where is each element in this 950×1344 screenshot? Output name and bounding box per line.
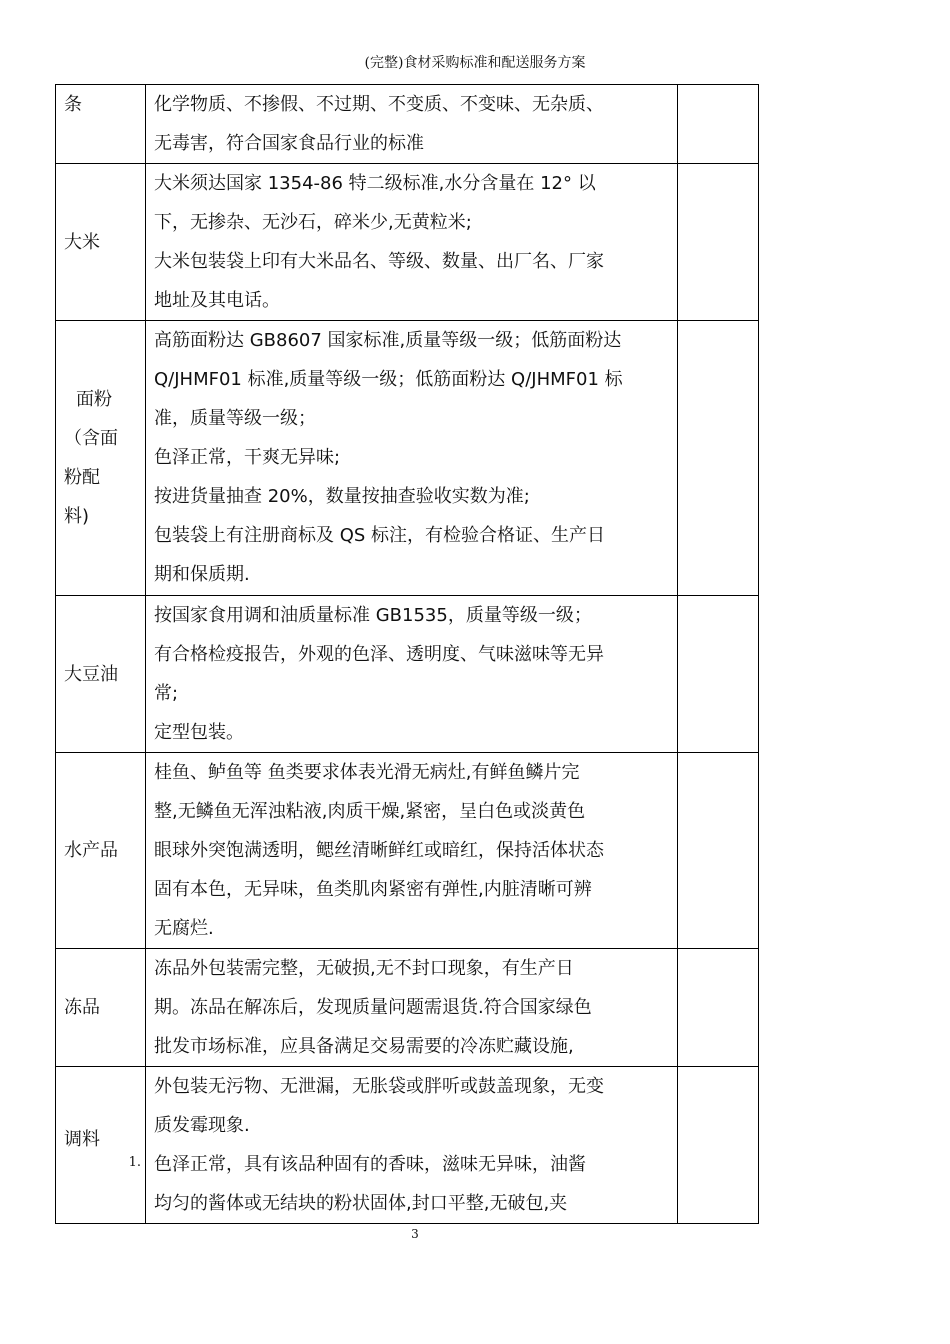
table-row — [56, 949, 759, 1067]
category-label: 水产品 — [64, 840, 118, 861]
category-label: 粉配 — [64, 467, 100, 488]
category-label: 调料 — [64, 1128, 100, 1150]
category-cell — [56, 1067, 146, 1224]
category-cell — [56, 596, 146, 753]
list-number: 1. — [128, 1154, 141, 1170]
standard-line: 地址及其电话。 — [154, 290, 280, 311]
category-cell — [56, 949, 146, 1067]
blank-cell — [678, 596, 759, 753]
standard-line: 常; — [154, 683, 179, 704]
standard-line: 高筋面粉达 GB8607 国家标准,质量等级一级；低筋面粉达 — [154, 330, 622, 351]
standard-line: 大米包装袋上印有大米品名、等级、数量、出厂名、厂家 — [154, 251, 604, 272]
food-standards-table — [55, 84, 759, 1224]
standard-line: 准，质量等级一级； — [154, 408, 316, 429]
category-label: 大豆油 — [64, 663, 118, 685]
category-cell — [56, 85, 146, 164]
standard-cell — [146, 1067, 678, 1224]
standard-line: 桂鱼、鲈鱼等 鱼类要求体表光滑无病灶,有鲜鱼鳞片完 — [154, 762, 580, 783]
blank-cell — [678, 85, 759, 164]
category-cell — [56, 164, 146, 321]
standard-cell — [146, 596, 678, 753]
standard-cell — [146, 949, 678, 1067]
standard-line: 期。冻品在解冻后，发现质量问题需退货.符合国家绿色 — [154, 997, 592, 1018]
table-row — [56, 321, 759, 596]
standard-line: 眼球外突饱满透明，鳃丝清晰鲜红或暗红，保持活体状态 — [154, 840, 604, 861]
category-label: （含面 — [64, 428, 118, 449]
category-label: 条 — [64, 94, 82, 115]
standard-cell — [146, 164, 678, 321]
standard-line: 无腐烂. — [154, 918, 214, 939]
standard-line: 化学物质、不掺假、不过期、不变质、不变味、无杂质、 — [154, 94, 604, 115]
standard-cell — [146, 85, 678, 164]
standard-line: 按进货量抽查 20%，数量按抽查验收实数为准; — [154, 486, 530, 507]
standard-line: 包装袋上有注册商标及 QS 标注，有检验合格证、生产日 — [154, 525, 606, 546]
standard-line: 大米须达国家 1354-86 特二级标准,水分含量在 12° 以 — [154, 173, 596, 194]
blank-cell — [678, 321, 759, 596]
standard-line: 整,无鳞鱼无浑浊粘液,肉质干燥,紧密，呈白色或淡黄色 — [154, 801, 586, 822]
category-label: 料) — [64, 506, 90, 527]
page-number: 3 — [411, 1227, 419, 1241]
standard-line: 无毒害，符合国家食品行业的标准 — [154, 133, 424, 154]
standard-line: 固有本色，无异味，鱼类肌肉紧密有弹性,内脏清晰可辨 — [154, 879, 592, 900]
page-header: (完整)食材采购标准和配送服务方案 — [364, 55, 586, 71]
standard-line: 质发霉现象. — [154, 1115, 250, 1136]
table-row — [56, 1067, 759, 1224]
category-label: 大米 — [64, 231, 100, 253]
standard-line: 下，无掺杂、无沙石，碎米少,无黄粒米; — [154, 212, 472, 233]
standard-line: 外包装无污物、无泄漏，无胀袋或胖听或鼓盖现象，无变 — [154, 1076, 604, 1097]
standard-cell — [146, 753, 678, 949]
category-label: 冻品 — [64, 997, 100, 1018]
standard-line: 冻品外包装需完整，无破损,无不封口现象，有生产日 — [154, 958, 574, 979]
table-row — [56, 85, 759, 164]
standard-line: Q/JHMF01 标准,质量等级一级；低筋面粉达 Q/JHMF01 标 — [154, 369, 623, 390]
table-row — [56, 164, 759, 321]
category-cell — [56, 321, 146, 596]
standard-line: 色泽正常，具有该品种固有的香味，滋味无异味，油酱 — [154, 1154, 586, 1175]
blank-cell — [678, 1067, 759, 1224]
standard-line: 批发市场标准，应具备满足交易需要的冷冻贮藏设施, — [154, 1036, 574, 1057]
standard-line: 期和保质期. — [154, 564, 250, 585]
category-cell — [56, 753, 146, 949]
standard-line: 有合格检疫报告，外观的色泽、透明度、气味滋味等无异 — [154, 644, 604, 665]
table-row — [56, 596, 759, 753]
blank-cell — [678, 753, 759, 949]
standard-line: 按国家食用调和油质量标准 GB1535，质量等级一级； — [154, 605, 592, 626]
blank-cell — [678, 949, 759, 1067]
table-row — [56, 753, 759, 949]
category-label: 面粉 — [76, 389, 112, 410]
standard-cell — [146, 321, 678, 596]
standard-line: 色泽正常，干爽无异味; — [154, 447, 341, 468]
blank-cell — [678, 164, 759, 321]
standard-line: 定型包装。 — [154, 722, 244, 743]
standard-line: 均匀的酱体或无结块的粉状固体,封口平整,无破包,夹 — [154, 1193, 568, 1214]
